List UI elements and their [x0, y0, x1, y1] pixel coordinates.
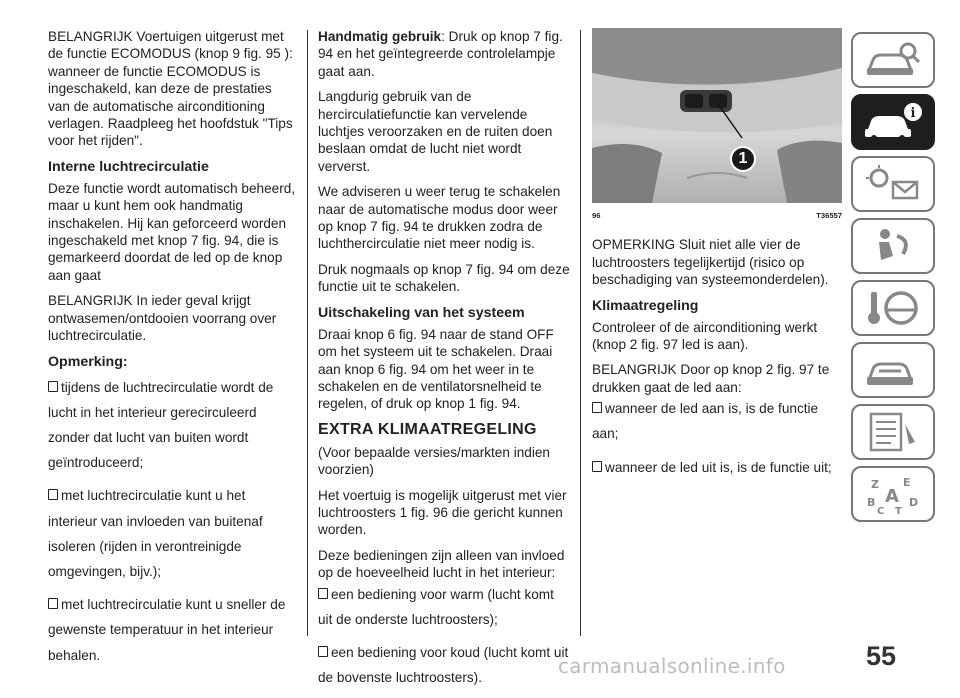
- bullet-item: met luchtrecirculatie kunt u het interieur van invloeden van buitenaf isoleren (rijden in verontreinigde omgevingen, bijv.);: [48, 488, 263, 579]
- rear-air-vent-illustration: [592, 28, 842, 203]
- tab-emergency[interactable]: [851, 342, 935, 398]
- recirculation-paragraph: Deze functie wordt automatisch beheerd, maar u kunt hem ook handmatig inschakelen. Hij kan geforceerd worden ingeschakeld met knop 7 fig. 94, die is gemarkeerd doordat de led op de knop aan gaat: [48, 180, 296, 283]
- tab-index[interactable]: [851, 466, 935, 522]
- airbag-seat-icon: [863, 226, 923, 266]
- defrost-note: BELANGRIJK In ieder geval krijgt ontwasemen/ontdooien voorrang over luchtrecirculatie.: [48, 293, 277, 344]
- long-use-paragraph: Langdurig gebruik van de hercirculatiefunctie kan vervelende luchtjes veroorzaken en de ruiten doen beslaan omdat de lucht niet wordt ververst.: [318, 89, 553, 174]
- shutdown-paragraph: Draai knop 6 fig. 94 naar de stand OFF om het systeem uit te schakelen. Draai aan knop 6 fig. 94 om het weer in te schakelen en de ventilatorsnelheid te regelen, of druk op knop 1 fig. 94.: [318, 326, 554, 412]
- svg-text:i: i: [910, 106, 916, 121]
- heading-opmerking: Opmerking:: [48, 353, 128, 370]
- column-right: [592, 28, 842, 488]
- tab-starting-driving[interactable]: [851, 280, 935, 336]
- bullet-box-icon: [592, 402, 602, 413]
- car-search-icon: [863, 40, 923, 80]
- svg-text:E: E: [903, 476, 911, 489]
- versions-note: (Voor bepaalde versies/markten indien voorzien): [318, 444, 550, 478]
- bullet-item: wanneer de led uit is, is de functie uit;: [592, 455, 842, 480]
- svg-text:D: D: [909, 496, 919, 509]
- heading-extra-klimaatregeling: EXTRA KLIMAATREGELING: [318, 420, 537, 438]
- chapter-sidebar: [851, 32, 943, 528]
- column-divider: [580, 30, 581, 636]
- ac-led-paragraph: BELANGRIJK Door op knop 2 fig. 97 te drukken gaat de led aan:: [592, 362, 830, 395]
- tab-maintenance[interactable]: [851, 404, 935, 460]
- tab-safety-lights[interactable]: [851, 156, 935, 212]
- tab-getting-to-know[interactable]: [851, 32, 935, 88]
- svg-text:T: T: [895, 506, 902, 514]
- column-left: [48, 28, 296, 676]
- bullet-item: een bediening voor warm (lucht komt uit de onderste luchtroosters);: [318, 586, 554, 627]
- disable-paragraph: Druk nogmaals op knop 7 fig. 94 om deze functie uit te schakelen.: [318, 261, 570, 295]
- figure-number: 96: [592, 211, 601, 220]
- svg-text:A: A: [885, 486, 899, 507]
- page-number: 55: [866, 641, 897, 671]
- bullet-box-icon: [318, 646, 328, 657]
- figure-code: T36557: [816, 211, 842, 220]
- advice-paragraph: We adviseren u weer terug te schakelen naar de automatische modus door weer op knop 7 fig. 94 te drukken zodra de luchthercirculatie niet meer nodig is.: [318, 184, 561, 252]
- watermark: carmanualsonline.info: [558, 654, 786, 678]
- svg-text:C: C: [877, 506, 885, 514]
- column-middle: [318, 28, 570, 698]
- car-service-list-icon: [863, 412, 923, 452]
- bullet-box-icon: [592, 461, 602, 472]
- bullet-box-icon: [48, 598, 58, 609]
- heading-klimaatregeling: Klimaatregeling: [592, 297, 699, 314]
- lights-warning-icon: [863, 164, 923, 204]
- key-steering-wheel-icon: [863, 288, 923, 328]
- figure-caption: [592, 207, 842, 224]
- callout-badge: 1: [730, 146, 756, 172]
- bullet-box-icon: [318, 588, 328, 599]
- car-tools-icon: [863, 350, 923, 390]
- manual-use-paragraph: Handmatig gebruik: Druk op knop 7 fig. 94 en het geïntegreerde controlelampje gaat aan.: [318, 29, 563, 79]
- tab-dashboard[interactable]: [851, 94, 935, 150]
- vents-paragraph: Het voertuig is mogelijk uitgerust met vier luchtroosters 1 fig. 96 die gericht kunnen worden.: [318, 487, 567, 538]
- controls-paragraph: Deze bedieningen zijn alleen van invloed op de hoeveelheid lucht in het interieur:: [318, 547, 565, 581]
- car-info-icon: [863, 102, 923, 142]
- alphabetical-index-icon: [863, 474, 923, 514]
- svg-text:B: B: [867, 496, 876, 509]
- tab-safety[interactable]: [851, 218, 935, 274]
- ecomodus-note: BELANGRIJK Voertuigen uitgerust met de functie ECOMODUS (knop 9 fig. 95 ): wanneer de functie ECOMODUS is ingeschakeld, kan deze de prestaties van de automatische airconditioning verlagen. Raadpleeg het hoofdstuk "Tips voor het rijden".: [48, 29, 293, 149]
- bullet-box-icon: [48, 381, 58, 392]
- heading-uitschakeling: Uitschakeling van het systeem: [318, 304, 525, 321]
- bullet-item: wanneer de led aan is, is de functie aan;: [592, 401, 819, 442]
- bullet-item: met luchtrecirculatie kunt u sneller de gewenste temperatuur in het interieur behalen.: [48, 597, 286, 663]
- bullet-item: een bediening voor koud (lucht komt uit de bovenste luchtroosters).: [318, 644, 569, 686]
- heading-interne-luchtrecirculatie: Interne luchtrecirculatie: [48, 158, 209, 175]
- figure-96-photo: [592, 28, 842, 203]
- ac-check-paragraph: Controleer of de airconditioning werkt (knop 2 fig. 97 led is aan).: [592, 319, 818, 353]
- bullet-box-icon: [48, 489, 58, 500]
- column-divider: [307, 30, 308, 636]
- vents-warning: OPMERKING Sluit niet alle vier de luchtroosters tegelijkertijd (risico op beschadiging van systeemonderdelen).: [592, 237, 829, 288]
- bullet-item: tijdens de luchtrecirculatie wordt de lucht in het interieur gerecirculeerd zonder dat lucht van buiten wordt geïntroduceerd;: [48, 379, 274, 471]
- svg-text:Z: Z: [871, 478, 879, 491]
